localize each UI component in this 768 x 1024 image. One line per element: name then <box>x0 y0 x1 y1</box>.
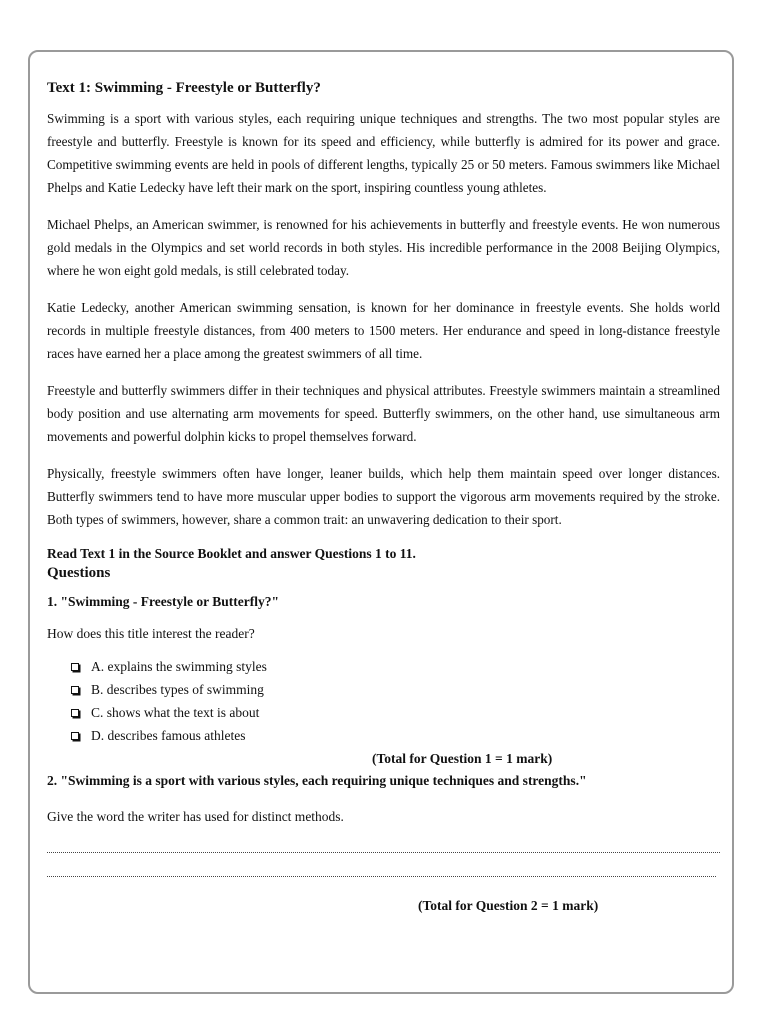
checkbox-icon[interactable] <box>71 663 79 671</box>
question-2-prompt: Give the word the writer has used for distinct methods. <box>47 809 344 824</box>
option-c-label: C. shows what the text is about <box>91 705 260 720</box>
question-2-marks: (Total for Question 2 = 1 mark) <box>418 898 599 913</box>
option-a-label: A. explains the swimming styles <box>91 659 267 674</box>
questions-heading: Questions <box>47 565 111 581</box>
question-2-quote: 2. "Swimming is a sport with various styles, each requiring unique techniques and strengths." <box>47 773 587 788</box>
paragraph-5: Physically, freestyle swimmers often have longer, leaner builds, which help them maintain speed over longer distances. Butterfly swimmers tend to have more muscular upper bodies to support the vigorous arm movements required by the stroke. Both types of swimmers, however, share a common trait: an unwavering dedication to their sport. <box>47 466 720 527</box>
paragraph-3: Katie Ledecky, another American swimming sensation, is known for her dominance in freestyle events. She holds world records in multiple freestyle distances, from 400 meters to 1500 meters. Her endurance and speed in long-distance freestyle races have earned her a place among the greatest swimmers of all time. <box>47 300 720 361</box>
checkbox-icon[interactable] <box>71 709 79 717</box>
option-b[interactable] <box>71 678 720 701</box>
checkbox-icon[interactable] <box>71 686 79 694</box>
option-d-label: D. describes famous athletes <box>91 728 246 743</box>
question-2 <box>47 772 720 915</box>
worksheet-content <box>47 78 720 919</box>
question-1-prompt: How does this title interest the reader? <box>47 626 255 641</box>
instruction: Read Text 1 in the Source Booklet and answer Questions 1 to 11. <box>47 546 416 561</box>
option-b-label: B. describes types of swimming <box>91 682 264 697</box>
option-c[interactable] <box>71 701 720 724</box>
option-d[interactable] <box>71 724 720 747</box>
question-1-quote: 1. "Swimming - Freestyle or Butterfly?" <box>47 594 279 609</box>
paragraph-2: Michael Phelps, an American swimmer, is renowned for his achievements in butterfly and freestyle events. He won numerous gold medals in the Olympics and set world records in both styles. His incredible performance in the 2008 Beijing Olympics, where he won eight gold medals, is still celebrated today. <box>47 217 720 278</box>
text-title: Text 1: Swimming - Freestyle or Butterfly? <box>47 80 321 96</box>
answer-line-2[interactable] <box>47 862 716 877</box>
checkbox-icon[interactable] <box>71 732 79 740</box>
question-1-options <box>47 655 720 747</box>
paragraph-4: Freestyle and butterfly swimmers differ in their techniques and physical attributes. Freestyle swimmers maintain a streamlined body position and use alternating arm movements for speed. Butterfly swimmers, on the other hand, use simultaneous arm movements and powerful dolphin kicks to propel themselves forward. <box>47 383 720 444</box>
answer-line-1[interactable] <box>47 838 720 853</box>
question-1-marks: (Total for Question 1 = 1 mark) <box>372 751 553 766</box>
paragraph-1: Swimming is a sport with various styles, each requiring unique techniques and strengths. The two most popular styles are freestyle and butterfly. Freestyle is known for its speed and efficiency, while butterfly is admired for its power and grace. Competitive swimming events are held in pools of different lengths, typically 25 or 50 meters. Famous swimmers like Michael Phelps and Katie Ledecky have left their mark on the sport, inspiring countless young athletes. <box>47 111 720 195</box>
option-a[interactable] <box>71 655 720 678</box>
question-1 <box>47 593 720 768</box>
